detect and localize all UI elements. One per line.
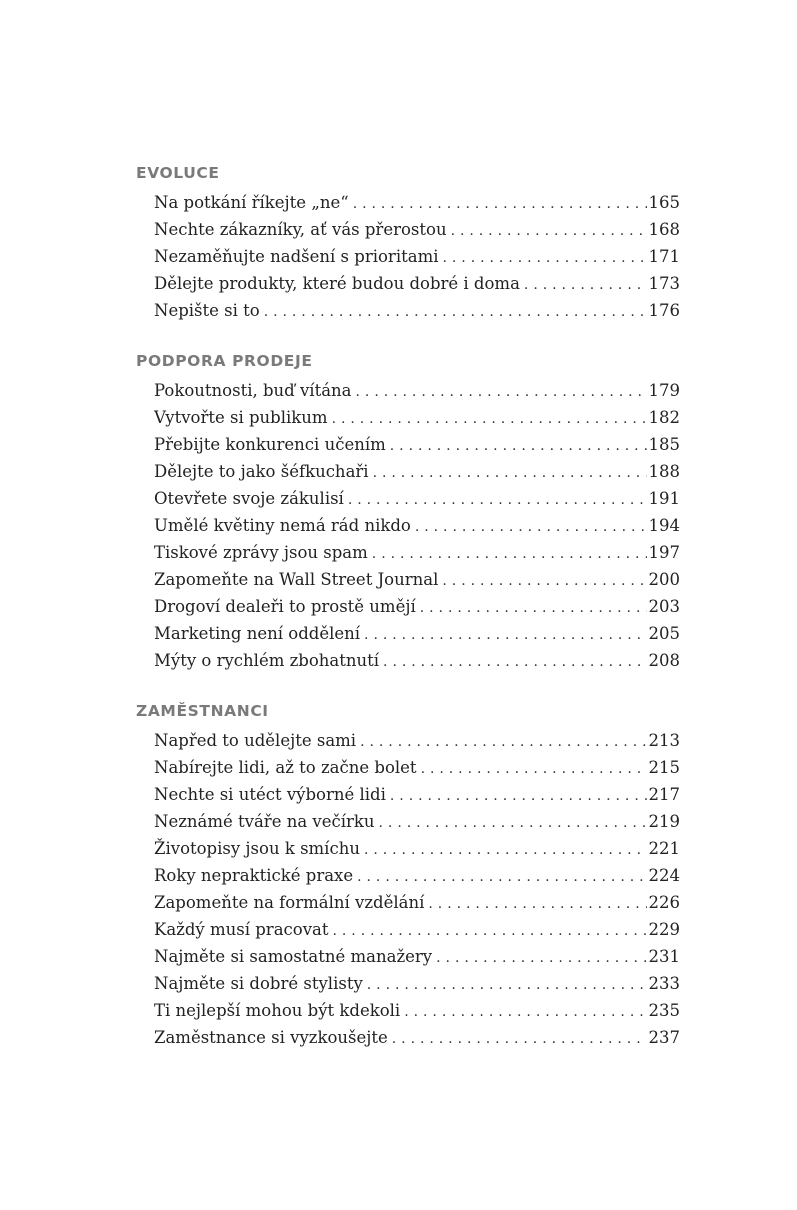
toc-entry[interactable]: [154, 431, 680, 458]
entry-page-number: 165: [648, 193, 680, 212]
entry-page-number: 182: [648, 408, 680, 427]
entry-page-number: 185: [648, 435, 680, 454]
entry-page-number: 217: [648, 785, 680, 804]
dot-leader: [373, 460, 647, 485]
entry-title: Mýty o rychlém zbohatnutí: [154, 647, 383, 674]
entry-page-number: 237: [648, 1028, 680, 1047]
toc-entry[interactable]: [154, 997, 680, 1024]
dot-leader: [392, 1026, 647, 1051]
dot-leader: [264, 299, 647, 324]
entry-page-number: 173: [648, 274, 680, 293]
entry-title: Roky nepraktické praxe: [154, 862, 357, 889]
dot-leader: [367, 972, 647, 997]
toc-entry[interactable]: [154, 647, 680, 674]
dot-leader: [333, 918, 647, 943]
dot-leader: [357, 864, 646, 889]
toc-entry[interactable]: [154, 593, 680, 620]
table-of-contents: [136, 162, 680, 1077]
entry-title: Zaměstnance si vyzkoušejte: [154, 1024, 392, 1051]
entry-page-number: 235: [648, 1001, 680, 1020]
dot-leader: [372, 541, 647, 566]
entry-title: Tiskové zprávy jsou spam: [154, 539, 372, 566]
dot-leader: [415, 514, 647, 539]
entry-page-number: 221: [648, 839, 680, 858]
dot-leader: [442, 568, 646, 593]
toc-entry[interactable]: [154, 377, 680, 404]
toc-entry[interactable]: [154, 512, 680, 539]
toc-entry[interactable]: [154, 835, 680, 862]
entry-title: Dělejte produkty, které budou dobré i doma: [154, 270, 524, 297]
entry-page-number: 205: [648, 624, 680, 643]
entry-title: Přebijte konkurenci učením: [154, 431, 390, 458]
toc-entry[interactable]: [154, 297, 680, 324]
entry-title: Nezaměňujte nadšení s prioritami: [154, 243, 443, 270]
toc-entry[interactable]: [154, 539, 680, 566]
dot-leader: [364, 622, 646, 647]
entry-title: Nechte si utéct výborné lidi: [154, 781, 390, 808]
entry-page-number: 168: [648, 220, 680, 239]
dot-leader: [390, 783, 647, 808]
entry-page-number: 208: [648, 651, 680, 670]
toc-entry[interactable]: [154, 458, 680, 485]
toc-entry[interactable]: [154, 862, 680, 889]
toc-entry[interactable]: [154, 1024, 680, 1051]
dot-leader: [348, 487, 647, 512]
toc-section-evoluce: [136, 162, 680, 324]
toc-section-zamestnanci: [136, 700, 680, 1051]
entry-title: Marketing není oddělení: [154, 620, 364, 647]
entry-title: Nepište si to: [154, 297, 264, 324]
toc-entry[interactable]: [154, 889, 680, 916]
entry-title: Zapomeňte na formální vzdělání: [154, 889, 428, 916]
section-heading: PODPORA PRODEJE: [136, 352, 313, 370]
entry-title: Pokoutnosti, buď vítána: [154, 377, 356, 404]
toc-entry[interactable]: [154, 808, 680, 835]
toc-entry[interactable]: [154, 243, 680, 270]
toc-entry[interactable]: [154, 781, 680, 808]
toc-entry[interactable]: [154, 754, 680, 781]
entry-title: Nechte zákazníky, ať vás přerostou: [154, 216, 451, 243]
entry-page-number: 197: [648, 543, 680, 562]
toc-entry[interactable]: [154, 916, 680, 943]
entry-page-number: 203: [648, 597, 680, 616]
dot-leader: [356, 379, 647, 404]
toc-entry[interactable]: [154, 943, 680, 970]
entry-title: Drogoví dealeři to prostě umějí: [154, 593, 420, 620]
entry-title: Dělejte to jako šéfkuchaři: [154, 458, 373, 485]
dot-leader: [420, 595, 647, 620]
entry-page-number: 213: [648, 731, 680, 750]
toc-entry[interactable]: [154, 189, 680, 216]
entry-title: Nabírejte lidi, až to začne bolet: [154, 754, 421, 781]
entry-title: Vytvořte si publikum: [154, 404, 332, 431]
entry-page-number: 179: [648, 381, 680, 400]
toc-entry[interactable]: [154, 566, 680, 593]
dot-leader: [428, 891, 646, 916]
entry-page-number: 191: [648, 489, 680, 508]
dot-leader: [379, 810, 647, 835]
dot-leader: [436, 945, 646, 970]
entry-title: Otevřete svoje zákulisí: [154, 485, 348, 512]
dot-leader: [364, 837, 647, 862]
entry-page-number: 224: [648, 866, 680, 885]
entry-title: Na potkání říkejte „ne“: [154, 189, 353, 216]
entry-page-number: 176: [648, 301, 680, 320]
dot-leader: [332, 406, 647, 431]
toc-entry[interactable]: [154, 620, 680, 647]
entry-title: Najměte si samostatné manažery: [154, 943, 436, 970]
entry-title: Napřed to udělejte sami: [154, 727, 360, 754]
dot-leader: [451, 218, 647, 243]
entry-page-number: 215: [648, 758, 680, 777]
toc-entry[interactable]: [154, 404, 680, 431]
toc-entry[interactable]: [154, 216, 680, 243]
entry-page-number: 219: [648, 812, 680, 831]
dot-leader: [383, 649, 646, 674]
entry-page-number: 231: [648, 947, 680, 966]
toc-entry[interactable]: [154, 485, 680, 512]
dot-leader: [390, 433, 647, 458]
entry-title: Každý musí pracovat: [154, 916, 333, 943]
entry-title: Ti nejlepší mohou být kdekoli: [154, 997, 404, 1024]
entry-title: Životopisy jsou k smíchu: [154, 835, 364, 862]
entry-page-number: 188: [648, 462, 680, 481]
dot-leader: [524, 272, 647, 297]
entry-page-number: 194: [648, 516, 680, 535]
dot-leader: [421, 756, 647, 781]
toc-entry[interactable]: [154, 270, 680, 297]
entry-page-number: 233: [648, 974, 680, 993]
entry-page-number: 229: [648, 920, 680, 939]
entry-page-number: 171: [648, 247, 680, 266]
entry-page-number: 200: [648, 570, 680, 589]
entry-page-number: 226: [648, 893, 680, 912]
entry-title: Zapomeňte na Wall Street Journal: [154, 566, 442, 593]
entry-title: Neznámé tváře na večírku: [154, 808, 379, 835]
toc-section-podpora-prodeje: [136, 350, 680, 674]
entry-title: Najměte si dobré stylisty: [154, 970, 367, 997]
section-heading: EVOLUCE: [136, 164, 220, 182]
toc-entry[interactable]: [154, 970, 680, 997]
section-heading: ZAMĚSTNANCI: [136, 702, 269, 720]
dot-leader: [360, 729, 646, 754]
dot-leader: [443, 245, 647, 270]
toc-entry[interactable]: [154, 727, 680, 754]
entry-title: Umělé květiny nemá rád nikdo: [154, 512, 415, 539]
dot-leader: [404, 999, 646, 1024]
dot-leader: [353, 191, 647, 216]
